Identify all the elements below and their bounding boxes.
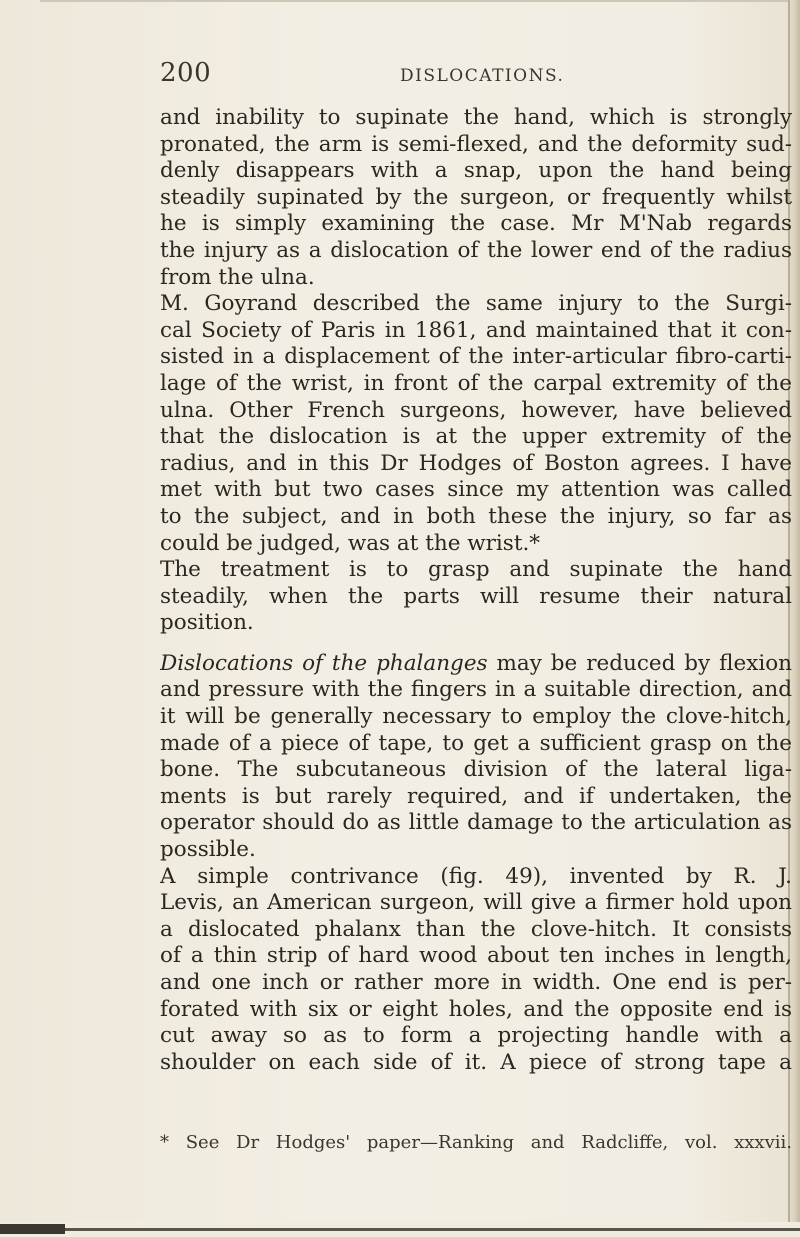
text-line: and inability to supinate the hand, which is strongly: [160, 105, 792, 130]
text-line: could be judged, was at the wrist.*: [160, 530, 541, 556]
text-line: forated with six or eight holes, and the opposite end is: [160, 996, 792, 1022]
body-text: [160, 105, 792, 1076]
text-line: sisted in a displacement of the inter-articular fibro-carti-: [160, 344, 792, 370]
paragraph-2: [160, 291, 792, 557]
text-line: a dislocated phalanx than the clove-hitch. It consists: [160, 916, 792, 942]
page-number: 200: [160, 58, 212, 88]
text-line: pronated, the arm is semi-flexed, and the deformity sud-: [160, 131, 792, 157]
text-line: the injury as a dislocation of the lower end of the radius: [160, 237, 792, 263]
text-line: of a thin strip of hard wood about ten inches in length,: [160, 943, 792, 969]
text-line: radius, and in this Dr Hodges of Boston agrees. I have: [160, 450, 792, 476]
paragraph-3: [160, 557, 792, 637]
text-line: M. Goyrand described the same injury to the Surgi-: [160, 291, 792, 317]
footnote: * See Dr Hodges' paper—Ranking and Radcliffe, vol. xxxvii.: [160, 1132, 792, 1153]
paragraph-gap: [160, 637, 792, 651]
text-line: The treatment is to grasp and supinate the hand: [160, 557, 792, 583]
text-line: steadily, when the parts will resume their natural: [160, 583, 792, 609]
text-line: denly disappears with a snap, upon the hand being: [160, 158, 792, 184]
page-header: [160, 54, 720, 94]
paragraph-5: [160, 864, 792, 1077]
page-top-edge: [40, 0, 800, 2]
text-line: made of a piece of tape, to get a sufficient grasp on the: [160, 730, 792, 756]
text-line: lage of the wrist, in front of the carpal extremity of the: [160, 370, 792, 396]
text-line: shoulder on each side of it. A piece of strong tape a: [160, 1049, 792, 1075]
text-line: met with but two cases since my attention was called: [160, 477, 792, 503]
text-line: [160, 651, 792, 678]
text-line: and pressure with the fingers in a suitable direction, and: [160, 677, 792, 703]
paragraph-4: [160, 651, 792, 864]
text-line: possible.: [160, 837, 256, 863]
text-line: cal Society of Paris in 1861, and maintained that it con-: [160, 317, 792, 343]
text-line: he is simply examining the case. Mr M'Nab regards: [160, 211, 792, 237]
text-line: cut away so as to form a projecting handle with a: [160, 1023, 792, 1049]
text-line: operator should do as little damage to the articulation as: [160, 810, 792, 836]
text-span: may be reduced by flexion: [487, 650, 792, 676]
page-bottom-edge: [0, 1222, 800, 1237]
text-line: A simple contrivance (fig. 49), invented by R. J.: [160, 863, 792, 889]
italic-heading: Dislocations of the phalanges: [160, 650, 488, 676]
text-line: and one inch or rather more in width. One end is per-: [160, 970, 792, 995]
text-line: to the subject, and in both these the injury, so far as: [160, 503, 792, 529]
text-line: ulna. Other French surgeons, however, have believed: [160, 397, 792, 423]
paragraph-1: [160, 105, 792, 291]
text-line: steadily supinated by the surgeon, or frequently whilst: [160, 184, 792, 210]
text-line: that the dislocation is at the upper extremity of the: [160, 424, 792, 450]
text-line: Levis, an American surgeon, will give a firmer hold upon: [160, 890, 792, 916]
running-head: DISLOCATIONS.: [400, 66, 565, 86]
bottom-rule-line: [0, 1228, 800, 1231]
text-line: bone. The subcutaneous division of the lateral liga-: [160, 757, 792, 783]
text-line: it will be generally necessary to employ the clove-hitch,: [160, 704, 792, 730]
text-line: from the ulna.: [160, 264, 315, 290]
text-line: position.: [160, 610, 254, 636]
text-line: ments is but rarely required, and if undertaken, the: [160, 783, 792, 809]
bottom-rule-mark: [0, 1224, 65, 1234]
